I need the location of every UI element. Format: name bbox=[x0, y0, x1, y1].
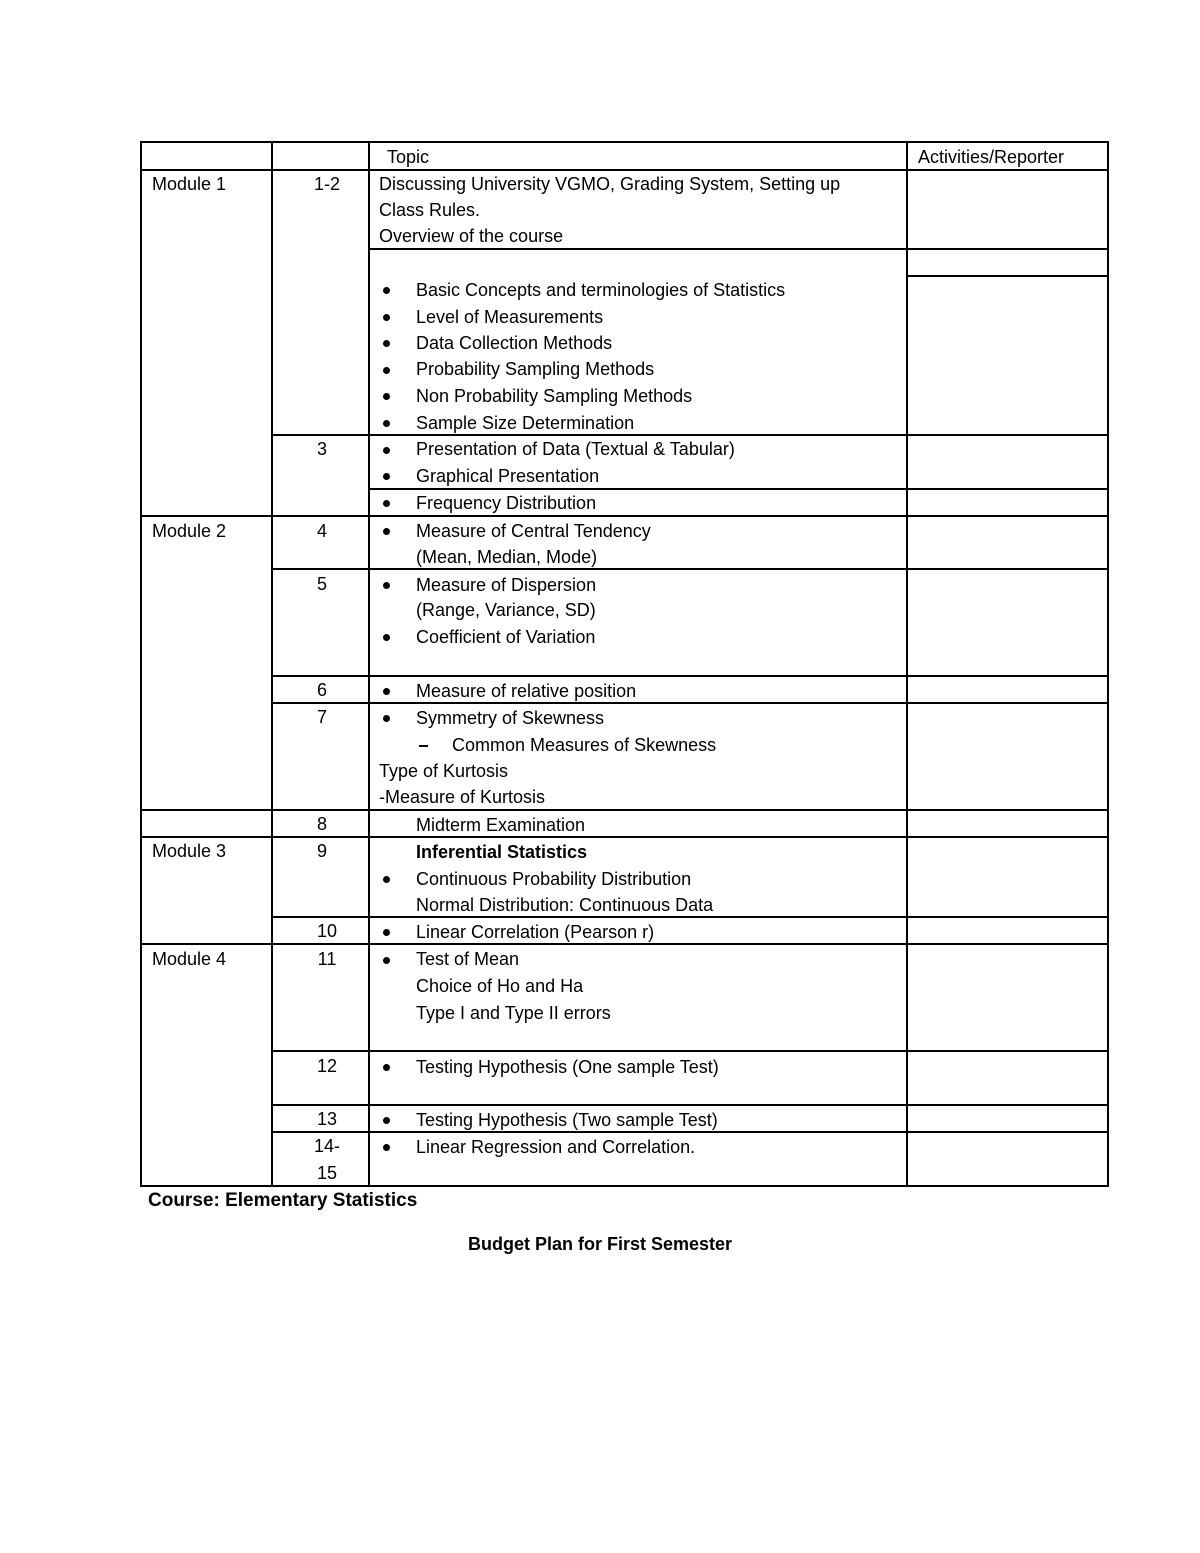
week-4: 4 bbox=[316, 521, 327, 541]
topic-intro-line-2: Class Rules. bbox=[379, 200, 481, 220]
bullet-icon bbox=[383, 314, 390, 321]
topic-dispersion: Measure of Dispersion bbox=[416, 575, 597, 595]
week-12: 12 bbox=[316, 1056, 338, 1076]
bullet-icon bbox=[383, 1064, 390, 1071]
activities-reporter-header: Activities/Reporter bbox=[918, 147, 1065, 167]
bullet-icon bbox=[383, 500, 390, 507]
topic-non-probability-sampling: Non Probability Sampling Methods bbox=[416, 386, 693, 406]
topic-one-sample-test: Testing Hypothesis (One sample Test) bbox=[416, 1057, 719, 1077]
module-3-label: Module 3 bbox=[152, 841, 227, 861]
topic-data-collection: Data Collection Methods bbox=[416, 333, 613, 353]
topic-test-of-mean: Test of Mean bbox=[416, 949, 520, 969]
topic-sample-size: Sample Size Determination bbox=[416, 413, 635, 433]
topic-continuous-probability: Continuous Probability Distribution bbox=[416, 869, 692, 889]
topic-header: Topic bbox=[387, 147, 430, 167]
bullet-icon bbox=[383, 876, 390, 883]
topic-coefficient-of-variation: Coefficient of Variation bbox=[416, 627, 596, 647]
topic-level-of-measurements: Level of Measurements bbox=[416, 307, 604, 327]
bullet-icon bbox=[383, 473, 390, 480]
topic-graphical-presentation: Graphical Presentation bbox=[416, 466, 600, 486]
bullet-icon bbox=[383, 582, 390, 589]
bullet-icon bbox=[383, 1144, 390, 1151]
topic-frequency-distribution: Frequency Distribution bbox=[416, 493, 597, 513]
plan-title: Budget Plan for First Semester bbox=[467, 1234, 733, 1254]
bullet-icon bbox=[383, 528, 390, 535]
topic-relative-position: Measure of relative position bbox=[416, 681, 637, 701]
topic-inferential-statistics: Inferential Statistics bbox=[416, 842, 588, 862]
module-4-label: Module 4 bbox=[152, 949, 227, 969]
topic-dispersion-detail: (Range, Variance, SD) bbox=[416, 600, 596, 620]
week-8: 8 bbox=[316, 814, 327, 834]
course-label: Course: Elementary Statistics bbox=[148, 1190, 418, 1211]
bullet-icon bbox=[383, 1117, 390, 1124]
bullet-icon bbox=[383, 688, 390, 695]
topic-central-tendency: Measure of Central Tendency bbox=[416, 521, 651, 541]
bullet-icon bbox=[383, 957, 390, 964]
topic-linear-regression: Linear Regression and Correlation. bbox=[416, 1137, 696, 1157]
topic-presentation-of-data: Presentation of Data (Textual & Tabular) bbox=[416, 439, 735, 459]
bullet-icon bbox=[383, 287, 390, 294]
topic-measures-of-skewness: Common Measures of Skewness bbox=[452, 735, 717, 755]
topic-central-tendency-detail: (Mean, Median, Mode) bbox=[416, 547, 598, 567]
bullet-icon bbox=[383, 447, 390, 454]
topic-normal-distribution: Normal Distribution: Continuous Data bbox=[416, 895, 714, 915]
topic-choice-of-ho-ha: Choice of Ho and Ha bbox=[416, 976, 584, 996]
module-1-label: Module 1 bbox=[152, 174, 227, 194]
week-14-15-line-2: 15 bbox=[316, 1163, 338, 1183]
topic-measure-of-kurtosis: -Measure of Kurtosis bbox=[379, 787, 546, 807]
topic-probability-sampling: Probability Sampling Methods bbox=[416, 359, 655, 379]
bullet-icon bbox=[383, 393, 390, 400]
topic-two-sample-test: Testing Hypothesis (Two sample Test) bbox=[416, 1110, 718, 1130]
topic-linear-correlation: Linear Correlation (Pearson r) bbox=[416, 922, 655, 942]
bullet-icon bbox=[383, 340, 390, 347]
week-14-15-line-1: 14- bbox=[313, 1136, 340, 1156]
week-9: 9 bbox=[316, 841, 327, 861]
bullet-icon bbox=[383, 367, 390, 374]
week-10: 10 bbox=[316, 921, 338, 941]
topic-symmetry-of-skewness: Symmetry of Skewness bbox=[416, 708, 605, 728]
module-2-label: Module 2 bbox=[152, 521, 227, 541]
bullet-icon bbox=[383, 929, 390, 936]
week-6: 6 bbox=[316, 680, 327, 700]
topic-type-of-kurtosis: Type of Kurtosis bbox=[379, 761, 509, 781]
bullet-icon bbox=[383, 634, 390, 641]
week-13: 13 bbox=[316, 1109, 338, 1129]
week-11: 11 bbox=[317, 949, 337, 969]
bullet-icon bbox=[383, 715, 390, 722]
week-3: 3 bbox=[316, 439, 327, 459]
week-1-2: 1-2 bbox=[313, 174, 340, 194]
topic-intro-line-3: Overview of the course bbox=[379, 226, 564, 246]
week-5: 5 bbox=[316, 574, 327, 594]
topic-midterm-examination: Midterm Examination bbox=[416, 815, 586, 835]
topic-intro-line-1: Discussing University VGMO, Grading System, Setting up bbox=[379, 174, 841, 194]
topic-basic-concepts: Basic Concepts and terminologies of Statistics bbox=[416, 280, 786, 300]
bullet-icon bbox=[383, 420, 390, 427]
week-7: 7 bbox=[316, 707, 327, 727]
topic-type-errors: Type I and Type II errors bbox=[416, 1003, 611, 1023]
dash-icon bbox=[419, 745, 428, 747]
